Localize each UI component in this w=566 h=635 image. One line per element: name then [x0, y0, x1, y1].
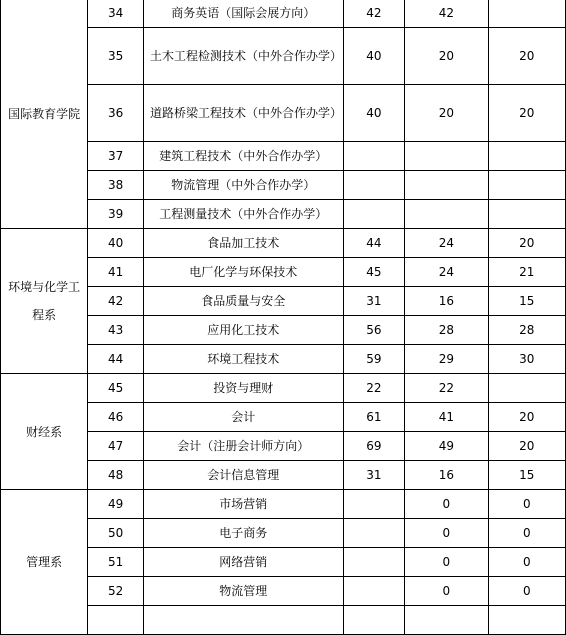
row-number: 36	[88, 85, 144, 142]
major-name: 市场营销	[143, 490, 343, 519]
row-number: 48	[88, 461, 144, 490]
count-b: 15	[488, 461, 565, 490]
total-count: 40	[343, 28, 405, 85]
count-a: 41	[405, 403, 488, 432]
total-count: 69	[343, 432, 405, 461]
count-a	[405, 142, 488, 171]
dept-cell: 财经系	[1, 374, 88, 490]
count-b	[488, 0, 565, 28]
major-name: 土木工程检测技术（中外合作办学）	[143, 28, 343, 85]
major-name: 应用化工技术	[143, 316, 343, 345]
major-name: 电厂化学与环保技术	[143, 258, 343, 287]
count-a: 0	[405, 548, 488, 577]
total-count: 40	[343, 85, 405, 142]
total-count	[343, 200, 405, 229]
count-b	[488, 374, 565, 403]
total-count	[343, 171, 405, 200]
total-count: 56	[343, 316, 405, 345]
row-number: 34	[88, 0, 144, 28]
row-number: 51	[88, 548, 144, 577]
count-b: 20	[488, 403, 565, 432]
total-count	[343, 490, 405, 519]
count-a	[405, 606, 488, 635]
total-count: 22	[343, 374, 405, 403]
total-count: 45	[343, 258, 405, 287]
count-a: 0	[405, 490, 488, 519]
count-b: 20	[488, 229, 565, 258]
row-number: 35	[88, 28, 144, 85]
major-name: 投资与理财	[143, 374, 343, 403]
major-name: 环境工程技术	[143, 345, 343, 374]
row-number: 52	[88, 577, 144, 606]
count-a: 29	[405, 345, 488, 374]
count-b: 0	[488, 577, 565, 606]
count-b: 30	[488, 345, 565, 374]
count-a	[405, 171, 488, 200]
row-number: 47	[88, 432, 144, 461]
count-a: 49	[405, 432, 488, 461]
count-a: 22	[405, 374, 488, 403]
count-b: 20	[488, 28, 565, 85]
row-number: 50	[88, 519, 144, 548]
major-name: 商务英语（国际会展方向）	[143, 0, 343, 28]
dept-cell: 环境与化学工程系	[1, 229, 88, 374]
count-a	[405, 200, 488, 229]
row-number: 37	[88, 142, 144, 171]
count-b: 21	[488, 258, 565, 287]
row-number: 42	[88, 287, 144, 316]
count-a: 42	[405, 0, 488, 28]
count-b: 20	[488, 85, 565, 142]
major-name: 电子商务	[143, 519, 343, 548]
major-name: 会计（注册会计师方向）	[143, 432, 343, 461]
count-b: 0	[488, 490, 565, 519]
table-row	[1, 229, 566, 258]
row-number: 38	[88, 171, 144, 200]
count-b: 0	[488, 519, 565, 548]
total-count	[343, 577, 405, 606]
count-b: 28	[488, 316, 565, 345]
table-body	[1, 0, 566, 635]
count-a: 0	[405, 577, 488, 606]
table-row	[1, 374, 566, 403]
row-number: 44	[88, 345, 144, 374]
major-name: 会计	[143, 403, 343, 432]
row-number: 46	[88, 403, 144, 432]
major-name: 会计信息管理	[143, 461, 343, 490]
total-count: 42	[343, 0, 405, 28]
count-b: 15	[488, 287, 565, 316]
major-name: 网络营销	[143, 548, 343, 577]
total-count	[343, 606, 405, 635]
count-b	[488, 142, 565, 171]
major-name: 道路桥梁工程技术（中外合作办学）	[143, 85, 343, 142]
major-name: 物流管理	[143, 577, 343, 606]
table-row	[1, 490, 566, 519]
total-count: 61	[343, 403, 405, 432]
major-name: 建筑工程技术（中外合作办学）	[143, 142, 343, 171]
total-count	[343, 548, 405, 577]
major-name: 食品加工技术	[143, 229, 343, 258]
count-b: 0	[488, 548, 565, 577]
count-a: 16	[405, 287, 488, 316]
total-count	[343, 142, 405, 171]
row-number: 41	[88, 258, 144, 287]
count-b	[488, 200, 565, 229]
count-a: 16	[405, 461, 488, 490]
row-number: 43	[88, 316, 144, 345]
total-count	[343, 519, 405, 548]
total-count: 59	[343, 345, 405, 374]
count-b	[488, 606, 565, 635]
count-a: 20	[405, 85, 488, 142]
row-number	[88, 606, 144, 635]
count-a: 24	[405, 229, 488, 258]
row-number: 49	[88, 490, 144, 519]
major-name: 食品质量与安全	[143, 287, 343, 316]
table-row	[1, 0, 566, 28]
count-a: 0	[405, 519, 488, 548]
total-count: 31	[343, 461, 405, 490]
count-a: 24	[405, 258, 488, 287]
major-name: 物流管理（中外合作办学）	[143, 171, 343, 200]
count-a: 20	[405, 28, 488, 85]
row-number: 45	[88, 374, 144, 403]
row-number: 39	[88, 200, 144, 229]
major-name	[143, 606, 343, 635]
major-name: 工程测量技术（中外合作办学）	[143, 200, 343, 229]
count-b	[488, 171, 565, 200]
total-count: 44	[343, 229, 405, 258]
count-a: 28	[405, 316, 488, 345]
total-count: 31	[343, 287, 405, 316]
row-number: 40	[88, 229, 144, 258]
dept-cell: 管理系	[1, 490, 88, 635]
count-b: 20	[488, 432, 565, 461]
dept-cell: 国际教育学院	[1, 0, 88, 229]
